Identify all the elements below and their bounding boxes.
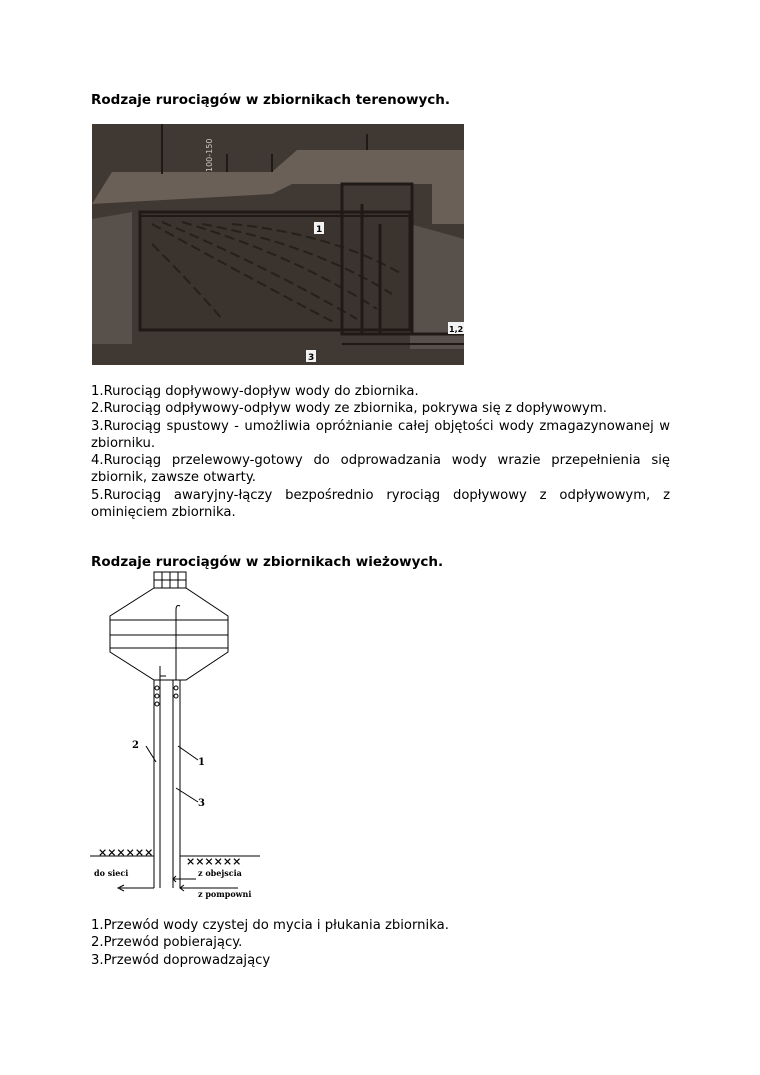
list-item: 2.Przewód pobierający. [91,935,243,951]
fig2-label-z-obejscia: z obejscia [198,868,242,878]
list-item: 5.Rurociąg awaryjny-łączy bezpośrednio ryrociąg dopływowy z odpływowym, z ominięciem zbiornika. [91,487,670,521]
fig1-label-12: 1,2 [449,325,464,334]
fig2-label-do-sieci: do sieci [94,868,129,878]
fig2-label-1: 1 [198,757,205,768]
fig1-depth-label: 100-150 [205,138,214,172]
water-tower-diagram [90,570,270,905]
section-title-tower-tanks: Rodzaje rurociągów w zbiornikach wieżowych. [91,554,444,570]
ground-hatch-left: ×××××× [98,846,154,859]
fig2-label-z-pompowni: z pompowni [198,889,252,899]
list-item: 1.Rurociąg dopływowy-dopływ wody do zbiornika. [91,384,419,399]
tower-tank-pipe-list [91,917,670,969]
list-item: 3.Przewód doprowadzający [91,952,271,968]
section-title-ground-tanks: Rodzaje rurociągów w zbiornikach terenowych. [91,92,451,108]
list-item: 4.Rurociąg przelewowy-gotowy do odprowadzania wody wrazie przepełnienia się zbiornik, zawsze otwarty. [91,453,670,486]
list-item: 3.Rurociąg spustowy - umożliwia opróżnianie całej objętości wody zmagazynowanej w zbiorniku. [91,418,670,451]
fig2-label-2: 2 [132,740,139,751]
ground-hatch-right: ×××××× [186,855,242,868]
list-item: 1.Przewód wody czystej do mycia i płukania zbiornika. [91,918,449,933]
fig2-label-3: 3 [198,798,205,809]
fig1-label-3: 3 [308,353,315,363]
ground-tank-pipe-list [91,383,670,521]
ground-tank-diagram [92,124,464,365]
fig1-label-1: 1 [316,225,323,235]
list-item: 2.Rurociąg odpływowy-odpływ wody ze zbiornika, pokrywa się z dopływowym. [91,401,607,417]
